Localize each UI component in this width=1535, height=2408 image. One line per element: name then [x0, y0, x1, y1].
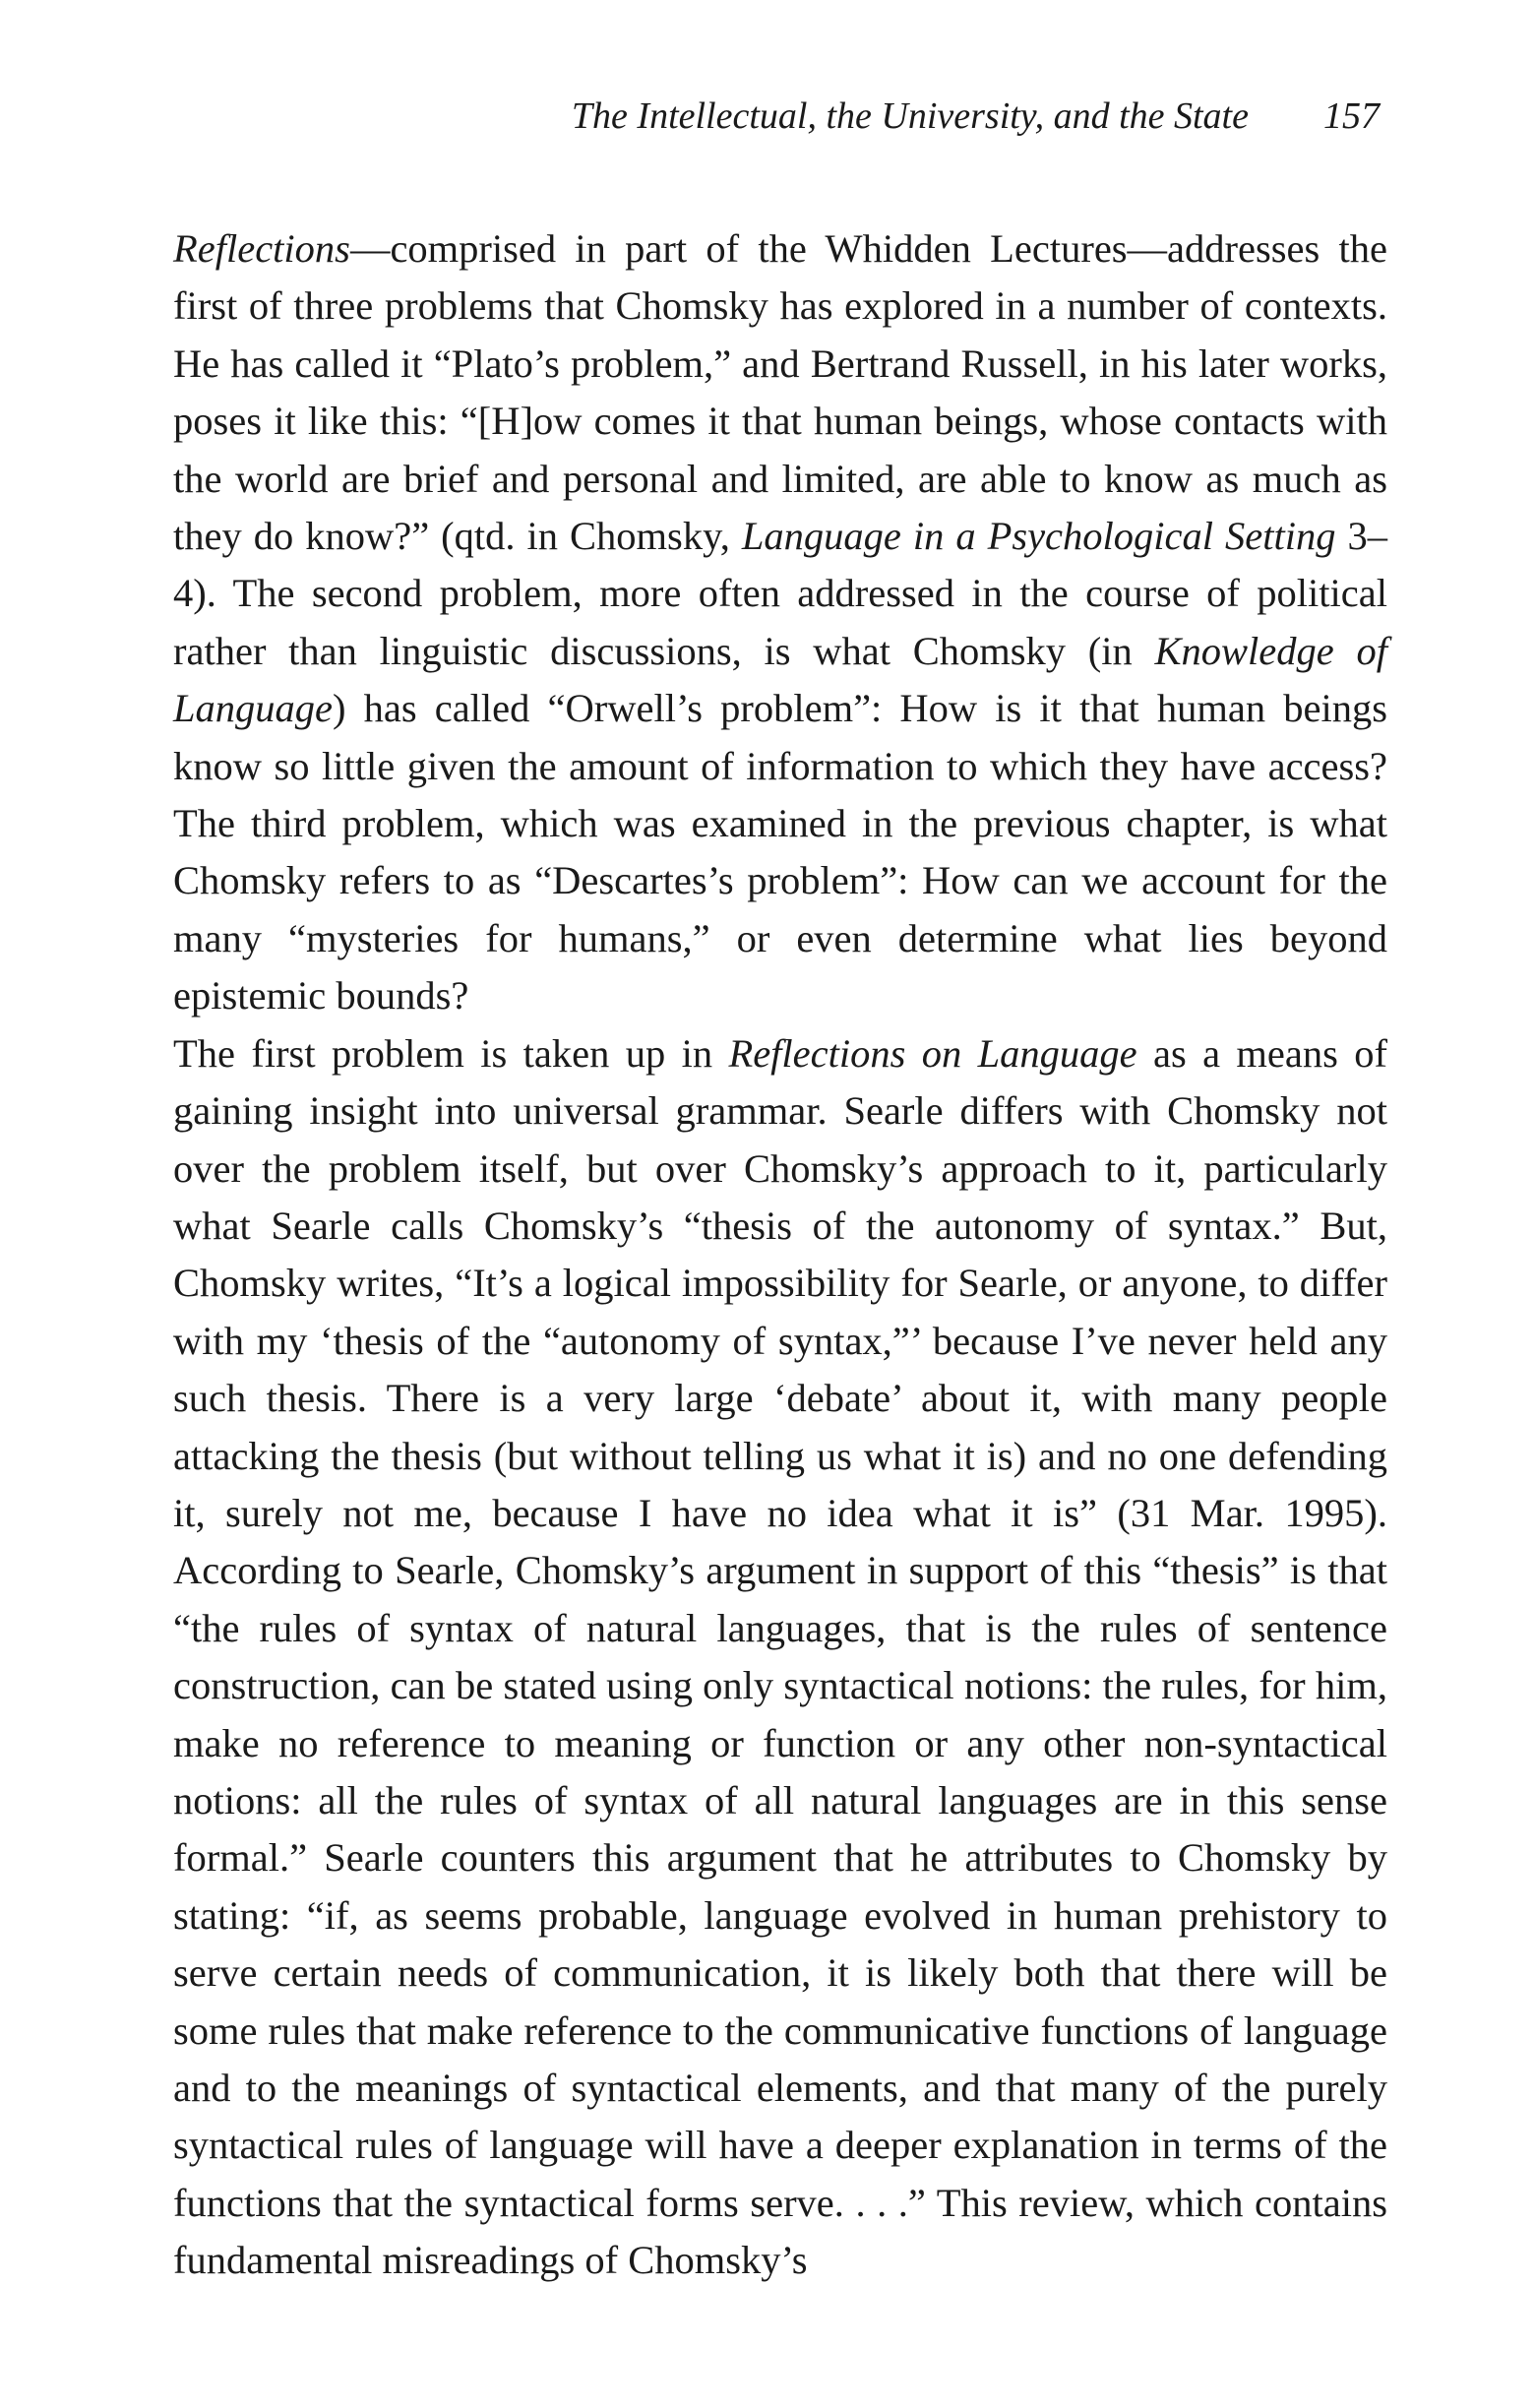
running-head — [0, 94, 1380, 138]
text-segment: The first problem is taken up in — [173, 1030, 729, 1076]
body-text — [173, 220, 1387, 2290]
paragraph-2 — [173, 1025, 1387, 2290]
text-segment: Reflections — [173, 226, 350, 271]
text-segment: Language in a Psychological Setting — [741, 514, 1336, 559]
text-segment: Reflections on Language — [728, 1030, 1137, 1076]
text-segment: as a means of gaining insight into universal grammar. Searle differs with Chomsky not over the problem itself, but over Chomsky’s approach to it, particularly what Searle calls Chomsky’s “thesis of the autonomy of syntax.” But, Chomsky writes, “It’s a logical impossibility for Searle, or anyone, to differ with my ‘thesis of the “autonomy of syntax,”’ because I’ve never held any such thesis. There is a very large ‘debate’ about it, with many people attacking the thesis (but without telling us what it is) and no one defending it, surely not me, because I have no idea what it is” (31 Mar. 1995). According to Searle, Chomsky’s argument in support of this “thesis” is that “the rules of syntax of natural languages, that is the rules of sentence construction, can be stated using only syntactical notions: the rules, for him, make no reference to meaning or function or any other non-syntactical notions: all the rules of syntax of all natural languages are in this sense formal.” Searle counters this argument that he attributes to Chomsky by stating: “if, as seems probable, language evolved in human prehistory to serve certain needs of communication, it is likely both that there will be some rules that make reference to the communicative functions of language and to the meanings of syntactical elements, and that many of the purely syntactical rules of language will have a deeper explanation in terms of the functions that the syntactical forms serve. . . .” This review, which contains fundamental misreadings of Chomsky’s — [173, 1030, 1388, 2283]
text-segment: ) has called “Orwell’s problem”: How is it that human beings know so little given the amount of information to which they have access? The third problem, which was examined in the previous chapter, is what Chomsky refers to as “Descartes’s problem”: How can we account for the many “mysteries for humans,” or even determine what lies beyond epistemic bounds? — [173, 686, 1387, 1019]
page-number: 157 — [1323, 95, 1380, 137]
text-segment: Knowledge of Language — [173, 628, 1387, 731]
text-segment: —comprised in part of the Whidden Lectures—addresses the first of three problems that Chomsky has explored in a number of contexts. He has called it “Plato’s problem,” and Bertrand Russell, in his later works, poses it like this: “[H]ow comes it that human beings, whose contacts with the world are brief and personal and limited, are able to know as much as they do know?” (qtd. in Chomsky, — [173, 226, 1387, 559]
text-segment: 3–4). The second problem, more often addressed in the course of political rather than linguistic discussions, is what Chomsky (in — [173, 514, 1387, 673]
running-title: The Intellectual, the University, and the State — [571, 95, 1249, 137]
paragraph-1 — [173, 220, 1387, 1025]
